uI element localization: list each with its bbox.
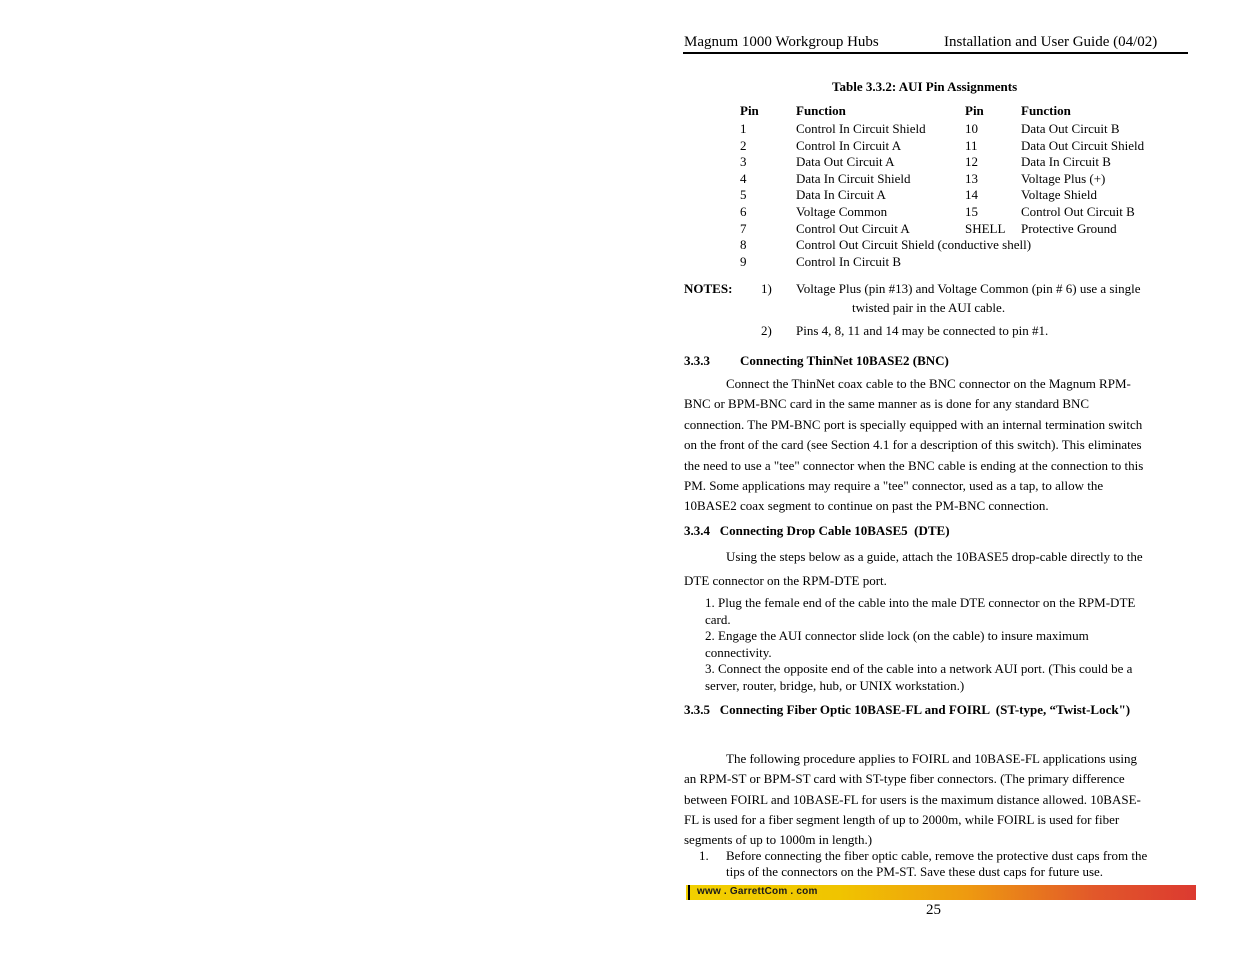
table-cell: Control Out Circuit A bbox=[796, 220, 910, 236]
table-cell: Control In Circuit B bbox=[796, 253, 902, 269]
note-1-line-1: Voltage Plus (pin #13) and Voltage Common (pin # 6) use a single bbox=[796, 281, 1141, 296]
list-item: 1. Plug the female end of the cable into the male DTE connector on the RPM-DTE bbox=[705, 595, 1136, 610]
list-item: server, router, bridge, hub, or UNIX workstation.) bbox=[705, 677, 965, 693]
table-cell: Voltage Common bbox=[796, 203, 888, 219]
page-number: 25 bbox=[926, 902, 941, 918]
table-cell: 7 bbox=[740, 220, 747, 236]
section-3-3-4-intro-line-2: DTE connector on the RPM-DTE port. bbox=[684, 573, 887, 588]
table-cell: 5 bbox=[740, 187, 747, 203]
note-1-number: 1) bbox=[761, 281, 772, 296]
section-3-3-5-heading: 3.3.5 Connecting Fiber Optic 10BASE-FL and FOIRL (ST-type, “Twist-Lock") bbox=[684, 702, 1131, 717]
paragraph-line: between FOIRL and 10BASE-FL for users is the maximum distance allowed. 10BASE- bbox=[684, 791, 1141, 807]
step-1-number: 1. bbox=[699, 848, 709, 863]
table-cell: Data In Circuit Shield bbox=[796, 170, 911, 186]
table-cell: 13 bbox=[965, 170, 978, 186]
table-cell: Data Out Circuit B bbox=[1021, 121, 1120, 136]
note-2-text: Pins 4, 8, 11 and 14 may be connected to pin #1. bbox=[796, 323, 1049, 338]
paragraph-line: segments of up to 1000m in length.) bbox=[684, 832, 873, 848]
table-cell: 4 bbox=[740, 170, 747, 186]
section-3-3-4-intro-line-1: Using the steps below as a guide, attach the 10BASE5 drop-cable directly to the bbox=[726, 549, 1143, 564]
paragraph-line: 10BASE2 coax segment to continue on past the PM-BNC connection. bbox=[684, 498, 1049, 514]
step-1-line-2: tips of the connectors on the PM-ST. Save these dust caps for future use. bbox=[726, 864, 1104, 879]
table-cell: 10 bbox=[965, 121, 978, 136]
section-3-3-4-steps bbox=[705, 595, 1185, 694]
table-cell: Data Out Circuit A bbox=[796, 154, 895, 170]
table-cell: Voltage Plus (+) bbox=[1021, 170, 1106, 186]
paragraph-line: Connect the ThinNet coax cable to the BNC connector on the Magnum RPM- bbox=[726, 376, 1131, 391]
table-cell: 8 bbox=[740, 237, 747, 253]
section-3-3-3-number: 3.3.3 bbox=[684, 353, 710, 368]
running-header-title: Magnum 1000 Workgroup Hubs bbox=[684, 34, 879, 50]
table-cell: Control Out Circuit Shield (conductive shell) bbox=[796, 237, 1032, 253]
paragraph-line: BNC or BPM-BNC card in the same manner as is done for any standard BNC bbox=[684, 396, 1090, 412]
table-cell: 3 bbox=[740, 154, 747, 170]
list-item: connectivity. bbox=[705, 644, 772, 660]
table-cell: Data In Circuit A bbox=[796, 187, 886, 203]
table-cell: 2 bbox=[740, 137, 747, 153]
table-col-function-2 bbox=[1021, 121, 1144, 237]
table-cell: Data In Circuit B bbox=[1021, 154, 1111, 170]
list-item: card. bbox=[705, 611, 731, 627]
header-rule bbox=[683, 52, 1188, 54]
note-2-number: 2) bbox=[761, 323, 772, 338]
table-header-pin-2: Pin bbox=[965, 103, 984, 118]
table-caption: Table 3.3.2: AUI Pin Assignments bbox=[832, 79, 1018, 94]
table-cell: Control In Circuit A bbox=[796, 137, 902, 153]
section-3-3-5-body bbox=[684, 749, 1189, 850]
table-col-pin-2 bbox=[965, 121, 1005, 237]
notes-label: NOTES: bbox=[684, 281, 733, 296]
table-cell: Data Out Circuit Shield bbox=[1021, 137, 1145, 153]
table-cell: Control Out Circuit B bbox=[1021, 203, 1135, 219]
paragraph-line: The following procedure applies to FOIRL and 10BASE-FL applications using bbox=[726, 751, 1137, 766]
paragraph-line: on the front of the card (see Section 4.1 for a description of this switch). This eliminates bbox=[684, 437, 1142, 453]
footer-banner-edge bbox=[688, 885, 690, 900]
section-3-3-3-heading: Connecting ThinNet 10BASE2 (BNC) bbox=[740, 353, 949, 368]
table-header-pin-1: Pin bbox=[740, 103, 759, 118]
paragraph-line: PM. Some applications may require a "tee" connector, used as a tap, to allow the bbox=[684, 478, 1104, 494]
note-1-line-2: twisted pair in the AUI cable. bbox=[852, 300, 1006, 315]
table-cell: Control In Circuit Shield bbox=[796, 121, 926, 136]
table-cell: 9 bbox=[740, 253, 747, 269]
list-item: 2. Engage the AUI connector slide lock (on the cable) to insure maximum bbox=[705, 628, 1089, 643]
footer-website-link[interactable]: www . GarrettCom . com bbox=[697, 886, 818, 897]
table-header-function-2: Function bbox=[1021, 103, 1071, 118]
table-cell: 11 bbox=[965, 137, 978, 153]
paragraph-line: an RPM-ST or BPM-ST card with ST-type fiber connectors. (The primary difference bbox=[684, 771, 1125, 787]
running-header-guide: Installation and User Guide (04/02) bbox=[944, 34, 1158, 50]
table-cell: 6 bbox=[740, 203, 747, 219]
list-item: 3. Connect the opposite end of the cable into a network AUI port. (This could be a bbox=[705, 661, 1133, 676]
section-3-3-4-heading: 3.3.4 Connecting Drop Cable 10BASE5 (DTE) bbox=[684, 523, 950, 538]
table-cell: Protective Ground bbox=[1021, 220, 1117, 236]
paragraph-line: connection. The PM-BNC port is specially equipped with an internal termination switch bbox=[684, 416, 1143, 432]
table-header-function-1: Function bbox=[796, 103, 846, 118]
table-cell: 1 bbox=[740, 121, 747, 136]
section-3-3-3-body bbox=[684, 374, 1189, 517]
table-col-pin-1 bbox=[740, 121, 747, 270]
table-cell: 12 bbox=[965, 154, 978, 170]
table-cell: Voltage Shield bbox=[1021, 187, 1097, 203]
step-1-line-1: Before connecting the fiber optic cable, remove the protective dust caps from the bbox=[726, 848, 1148, 863]
table-cell: 15 bbox=[965, 203, 978, 219]
table-cell: 14 bbox=[965, 187, 978, 203]
table-cell: SHELL bbox=[965, 220, 1006, 236]
paragraph-line: the need to use a "tee" connector when the BNC cable is ending at the connection to this bbox=[684, 457, 1144, 473]
paragraph-line: FL is used for a fiber segment length of up to 2000m, while FOIRL is used for fiber bbox=[684, 811, 1120, 827]
